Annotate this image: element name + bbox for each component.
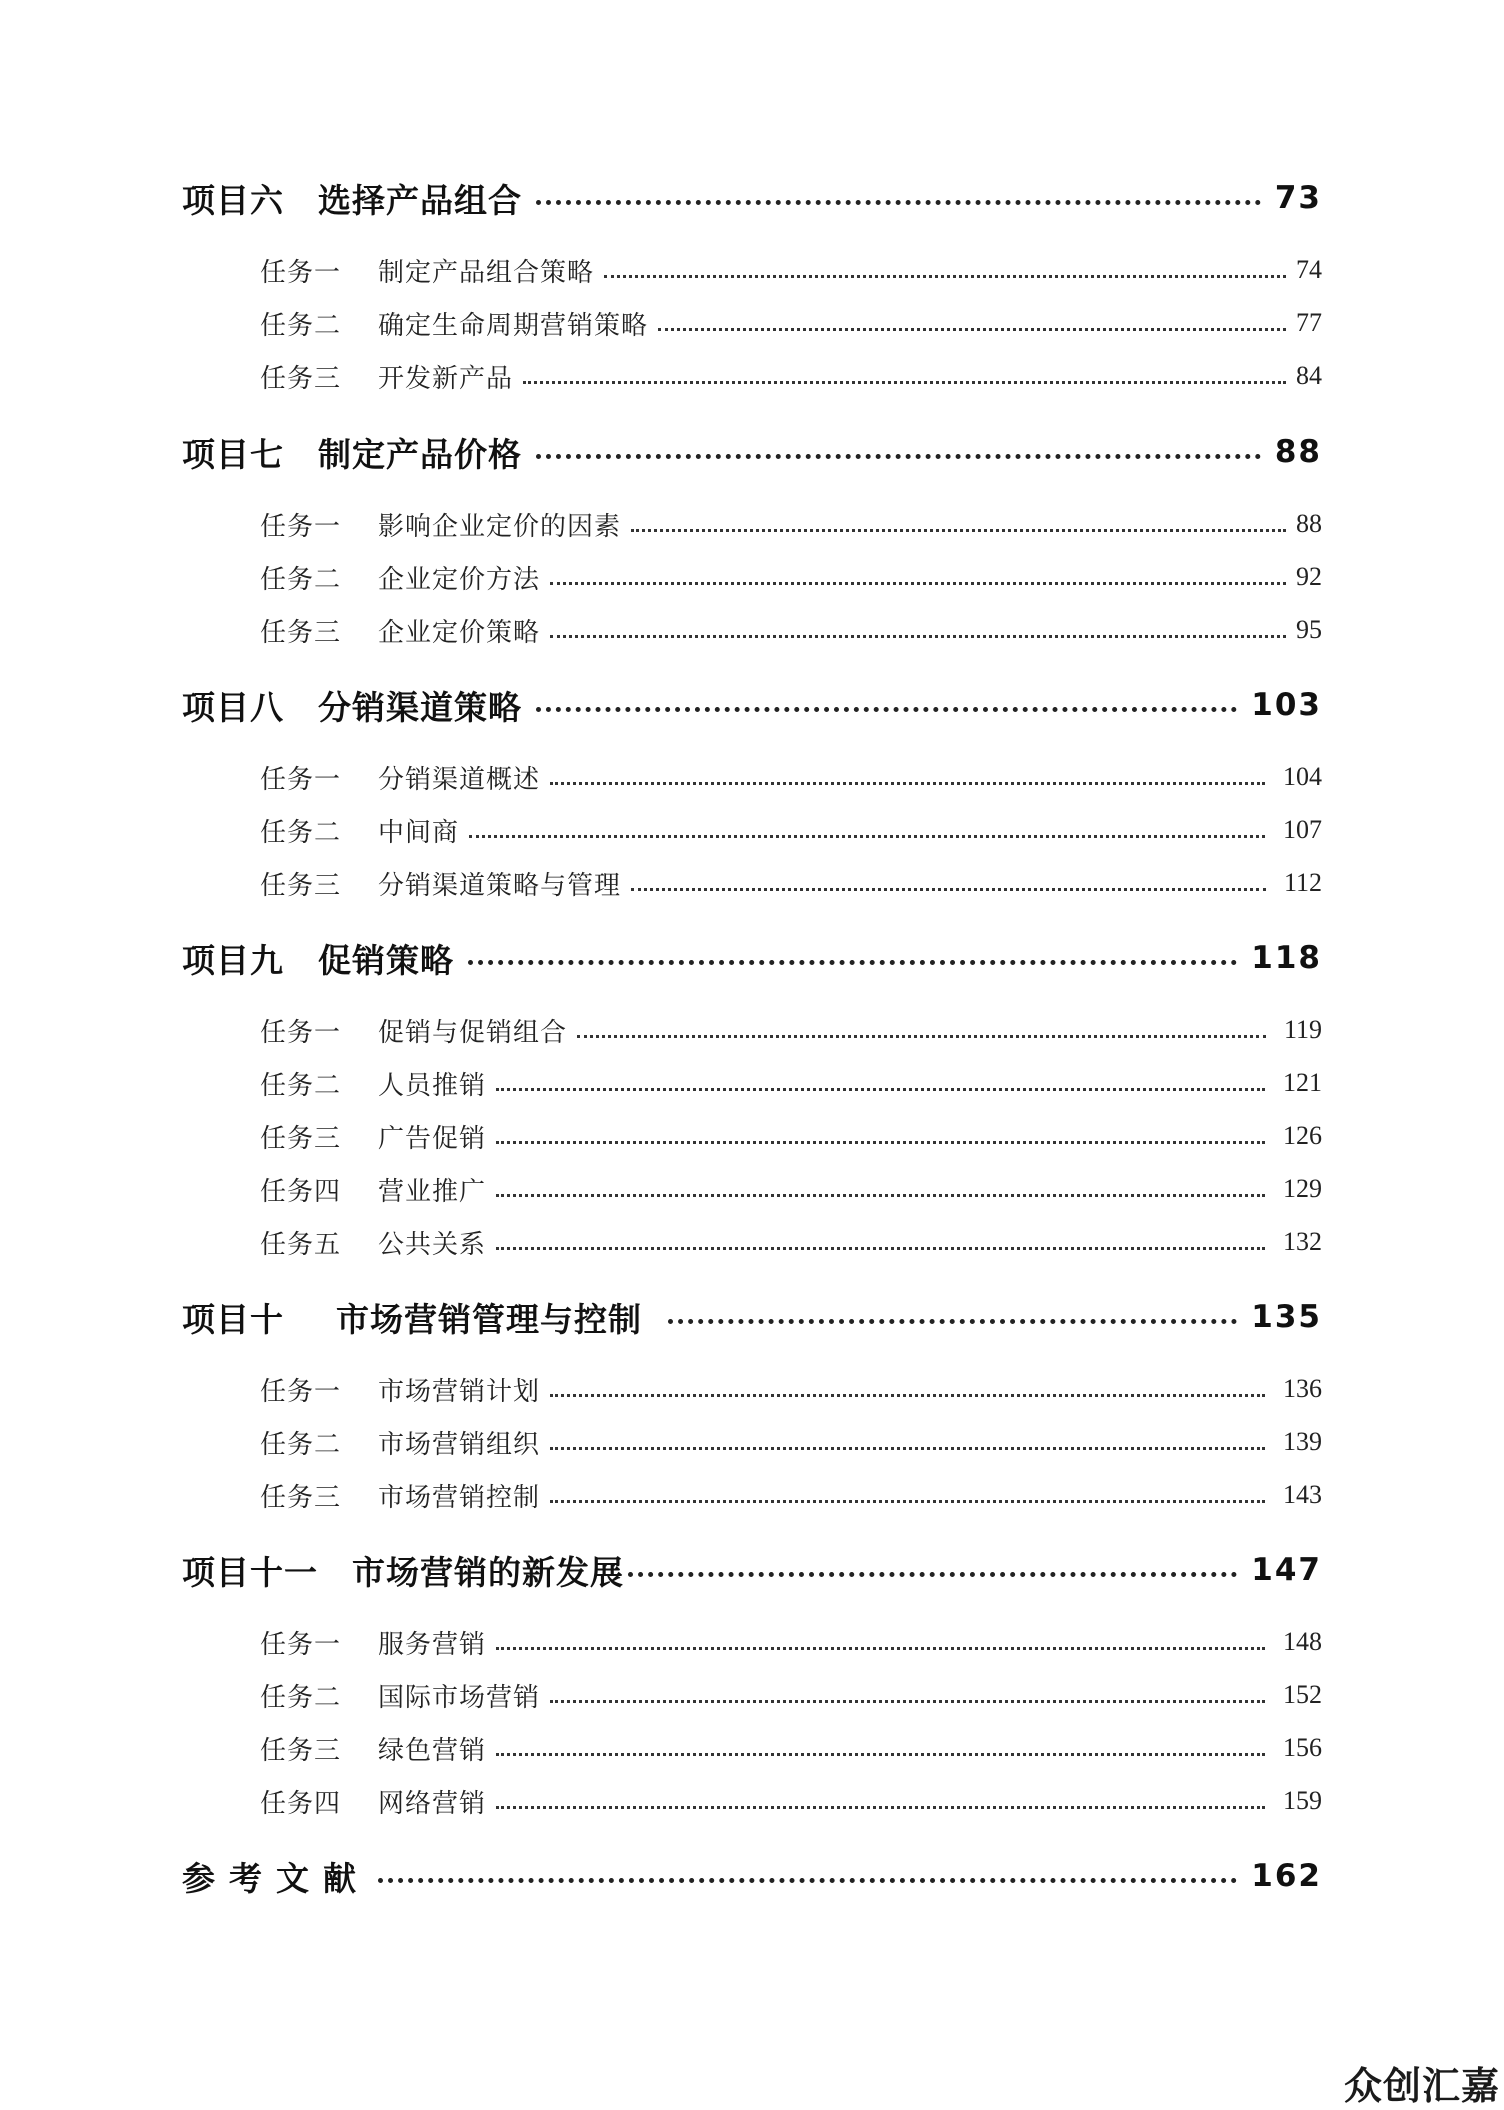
references-title: 参考文献 xyxy=(182,1858,370,1898)
dot-leader xyxy=(550,782,1265,785)
page-number: 132 xyxy=(1283,1227,1322,1256)
dot-leader xyxy=(536,454,1261,459)
dot-leader xyxy=(496,1141,1265,1144)
project-number: 项目九 xyxy=(182,940,284,980)
dot-leader xyxy=(631,888,1266,891)
task-number: 任务二 xyxy=(260,1429,342,1460)
task-number: 任务三 xyxy=(260,1123,342,1154)
task-title: 市场营销计划 xyxy=(378,1376,541,1407)
toc-task[interactable] xyxy=(260,301,1322,345)
dot-leader xyxy=(496,1753,1265,1756)
task-number: 任务一 xyxy=(260,764,342,795)
task-number: 任务二 xyxy=(260,817,342,848)
page-number: 156 xyxy=(1283,1733,1322,1762)
dot-leader xyxy=(550,582,1286,585)
dot-leader xyxy=(577,1035,1266,1038)
dot-leader xyxy=(378,1878,1237,1883)
dot-leader xyxy=(550,1447,1265,1450)
toc-references[interactable] xyxy=(182,1848,1322,1904)
toc-task[interactable] xyxy=(260,1420,1322,1464)
task-title: 企业定价方法 xyxy=(378,564,541,595)
dot-leader xyxy=(550,1394,1265,1397)
task-number: 任务二 xyxy=(260,310,342,341)
task-title: 网络营销 xyxy=(378,1788,487,1819)
project-number: 项目十 xyxy=(182,1299,284,1339)
page-number: 147 xyxy=(1251,1552,1322,1588)
task-number: 任务四 xyxy=(260,1176,342,1207)
toc-project-8[interactable] xyxy=(182,677,1322,733)
dot-leader xyxy=(496,1806,1265,1809)
page-number: 136 xyxy=(1283,1374,1322,1403)
toc-task[interactable] xyxy=(260,354,1322,398)
toc-project-10[interactable] xyxy=(182,1289,1322,1345)
task-title: 服务营销 xyxy=(378,1629,487,1660)
dot-leader xyxy=(523,381,1286,384)
task-title: 营业推广 xyxy=(378,1176,487,1207)
page-number: 159 xyxy=(1283,1786,1322,1815)
page-number: 135 xyxy=(1251,1299,1322,1335)
project-number: 项目六 xyxy=(182,180,284,220)
task-title: 国际市场营销 xyxy=(378,1682,541,1713)
toc-task[interactable] xyxy=(260,1779,1322,1823)
task-number: 任务二 xyxy=(260,1682,342,1713)
task-number: 任务四 xyxy=(260,1788,342,1819)
page-number: 104 xyxy=(1283,762,1322,791)
task-number: 任务三 xyxy=(260,1482,342,1513)
dot-leader xyxy=(550,1500,1265,1503)
task-title: 分销渠道概述 xyxy=(378,764,541,795)
dot-leader xyxy=(496,1088,1265,1091)
toc-task[interactable] xyxy=(260,1473,1322,1517)
dot-leader xyxy=(469,835,1265,838)
project-title: 市场营销的新发展 xyxy=(352,1552,624,1592)
project-title: 分销渠道策略 xyxy=(318,687,522,727)
page-number: 74 xyxy=(1296,255,1322,284)
task-title: 制定产品组合策略 xyxy=(378,257,595,288)
project-title: 市场营销管理与控制 xyxy=(336,1299,642,1339)
task-title: 中间商 xyxy=(378,817,460,848)
dot-leader xyxy=(496,1647,1265,1650)
page-number: 129 xyxy=(1283,1174,1322,1203)
task-title: 绿色营销 xyxy=(378,1735,487,1766)
page-number: 162 xyxy=(1251,1858,1322,1894)
toc-task[interactable] xyxy=(260,808,1322,852)
task-number: 任务三 xyxy=(260,1735,342,1766)
page-number: 95 xyxy=(1296,615,1322,644)
page-number: 119 xyxy=(1283,1015,1322,1044)
toc-task[interactable] xyxy=(260,248,1322,292)
task-number: 任务三 xyxy=(260,617,342,648)
page-number: 118 xyxy=(1251,940,1322,976)
task-number: 任务二 xyxy=(260,564,342,595)
page-number: 121 xyxy=(1283,1068,1322,1097)
toc-task[interactable] xyxy=(260,1673,1322,1717)
dot-leader xyxy=(668,1319,1237,1324)
task-number: 任务三 xyxy=(260,363,342,394)
watermark-logo: 众创汇嘉 xyxy=(1343,2064,1500,2108)
toc-task[interactable] xyxy=(260,861,1322,905)
project-number: 项目七 xyxy=(182,434,284,474)
task-title: 广告促销 xyxy=(378,1123,487,1154)
page-number: 148 xyxy=(1283,1627,1322,1656)
task-number: 任务三 xyxy=(260,870,342,901)
task-title: 确定生命周期营销策略 xyxy=(378,310,649,341)
task-title: 分销渠道策略与管理 xyxy=(378,870,622,901)
toc-task[interactable] xyxy=(260,1620,1322,1664)
toc-task[interactable] xyxy=(260,1367,1322,1411)
task-title: 促销与促销组合 xyxy=(378,1017,568,1048)
toc-project-6[interactable] xyxy=(182,170,1322,226)
project-number: 项目八 xyxy=(182,687,284,727)
task-number: 任务一 xyxy=(260,1629,342,1660)
dot-leader xyxy=(658,328,1286,331)
page-number: 88 xyxy=(1274,434,1322,470)
task-number: 任务一 xyxy=(260,1017,342,1048)
dot-leader xyxy=(536,707,1237,712)
page-number: 103 xyxy=(1251,687,1322,723)
task-number: 任务二 xyxy=(260,1070,342,1101)
task-number: 任务五 xyxy=(260,1229,342,1260)
dot-leader xyxy=(604,275,1286,278)
dot-leader xyxy=(496,1247,1265,1250)
toc-project-9[interactable] xyxy=(182,930,1322,986)
page-number: 77 xyxy=(1296,308,1322,337)
dot-leader xyxy=(550,635,1286,638)
page-number: 84 xyxy=(1296,361,1322,390)
toc-task[interactable] xyxy=(260,502,1322,546)
task-title: 影响企业定价的因素 xyxy=(378,511,622,542)
toc-task[interactable] xyxy=(260,1061,1322,1105)
task-title: 人员推销 xyxy=(378,1070,487,1101)
toc-project-7[interactable] xyxy=(182,424,1322,480)
dot-leader xyxy=(628,1572,1237,1577)
task-title: 公共关系 xyxy=(378,1229,487,1260)
page-number: 88 xyxy=(1296,509,1322,538)
project-number: 项目十一 xyxy=(182,1552,318,1592)
task-title: 开发新产品 xyxy=(378,363,514,394)
toc-task[interactable] xyxy=(260,555,1322,599)
dot-leader xyxy=(631,529,1286,532)
page-number: 112 xyxy=(1283,868,1322,897)
page-number: 143 xyxy=(1283,1480,1322,1509)
page-number: 73 xyxy=(1274,180,1322,216)
toc-task[interactable] xyxy=(260,1008,1322,1052)
project-title: 选择产品组合 xyxy=(318,180,522,220)
page-number: 107 xyxy=(1283,815,1322,844)
task-number: 任务一 xyxy=(260,257,342,288)
task-title: 市场营销组织 xyxy=(378,1429,541,1460)
page-number: 126 xyxy=(1283,1121,1322,1150)
page-number: 139 xyxy=(1283,1427,1322,1456)
toc-task[interactable] xyxy=(260,1220,1322,1264)
task-title: 企业定价策略 xyxy=(378,617,541,648)
dot-leader xyxy=(468,960,1237,965)
project-title: 制定产品价格 xyxy=(318,434,522,474)
toc-task[interactable] xyxy=(260,1167,1322,1211)
toc-task[interactable] xyxy=(260,1726,1322,1770)
toc-project-11[interactable] xyxy=(182,1542,1322,1598)
toc-task[interactable] xyxy=(260,755,1322,799)
dot-leader xyxy=(496,1194,1265,1197)
dot-leader xyxy=(536,200,1261,205)
toc-task[interactable] xyxy=(260,1114,1322,1158)
page-number: 152 xyxy=(1283,1680,1322,1709)
project-title: 促销策略 xyxy=(318,940,454,980)
toc-task[interactable] xyxy=(260,608,1322,652)
task-number: 任务一 xyxy=(260,1376,342,1407)
task-number: 任务一 xyxy=(260,511,342,542)
task-title: 市场营销控制 xyxy=(378,1482,541,1513)
page-number: 92 xyxy=(1296,562,1322,591)
dot-leader xyxy=(550,1700,1265,1703)
